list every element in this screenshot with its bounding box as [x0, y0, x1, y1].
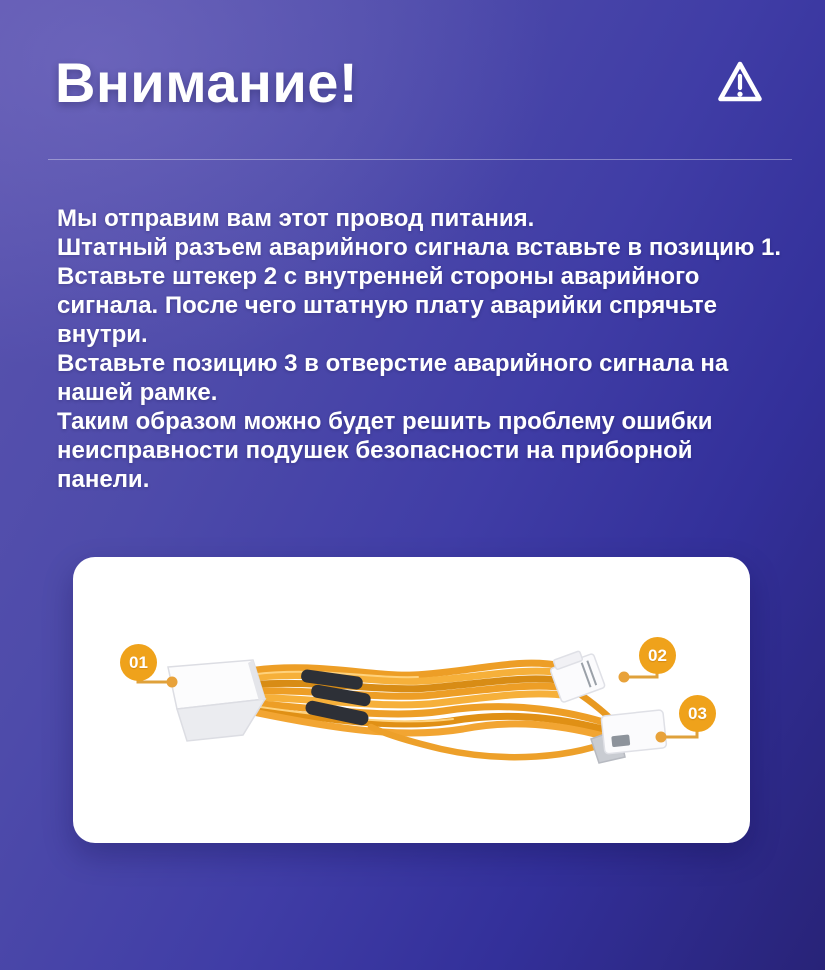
- instruction-line: неисправности подушек безопасности на приборной: [57, 437, 693, 464]
- instruction-line: Вставьте позицию 3 в отверстие аварийного сигнала на: [57, 350, 729, 377]
- instruction-line: Штатный разъем аварийного сигнала вставьте в позицию 1.: [57, 234, 782, 261]
- instruction-line: нашей рамке.: [57, 379, 218, 406]
- position-label-03: 03: [679, 695, 716, 732]
- cable-harness-image: [73, 557, 750, 843]
- header: [55, 48, 770, 118]
- cable-photo-card: [73, 557, 750, 843]
- instructions-text: [57, 204, 782, 494]
- warning-triangle-icon: [714, 58, 766, 108]
- position-label-01: 01: [120, 644, 157, 681]
- page-title: Внимание!: [55, 51, 359, 114]
- instruction-line: Таким образом можно будет решить проблему ошибки: [57, 408, 713, 435]
- instruction-line: внутри.: [57, 321, 148, 348]
- connector-01: [168, 660, 265, 741]
- position-label-02: 02: [639, 637, 676, 674]
- instruction-line: панели.: [57, 466, 150, 493]
- header-divider: [48, 159, 792, 160]
- instruction-line: Мы отправим вам этот провод питания.: [57, 205, 535, 232]
- instruction-line: сигнала. После чего штатную плату аварийки спрячьте: [57, 292, 717, 319]
- instruction-line: Вставьте штекер 2 с внутренней стороны аварийного: [57, 263, 700, 290]
